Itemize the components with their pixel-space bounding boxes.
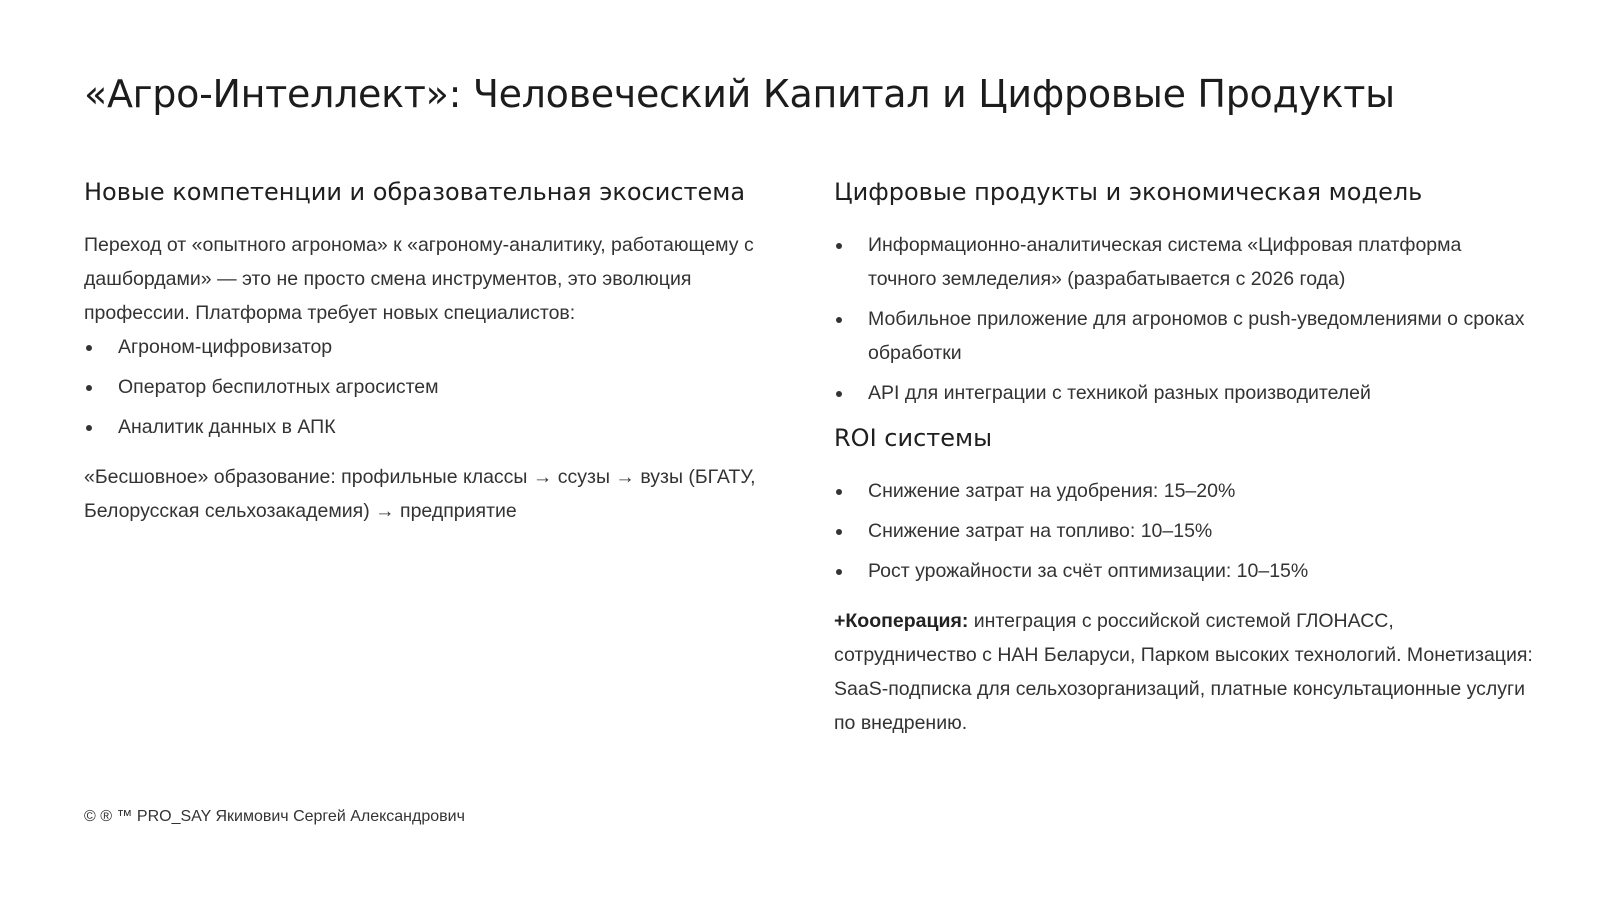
list-item-text: Информационно-аналитическая система «Цифровая платформа точного земледелия» (разрабатывается с 2026 года): [868, 234, 1462, 290]
list-item: [84, 330, 774, 364]
list-item: [84, 410, 774, 444]
products-heading: Цифровые продукты и экономическая модель: [834, 178, 1423, 206]
bullet-icon: [86, 385, 92, 391]
list-item: [834, 514, 1534, 548]
list-item: [834, 554, 1534, 588]
list-item: [834, 376, 1534, 410]
cooperation-label: +Кооперация:: [834, 610, 969, 632]
bullet-icon: [86, 425, 92, 431]
bullet-icon: [836, 529, 842, 535]
cooperation-text: интеграция с российской системой ГЛОНАСС, сотрудничество с НАН Беларуси, Парком высоких технологий. Монетизация: SaaS-подписка для сельхозорганизаций, платные консультационные услуги по внедрению.: [834, 610, 1533, 734]
education-paragraph: «Бесшовное» образование: профильные классы → ссузы → вузы (БГАТУ, Белорусская сельхозакадемия) → предприятие: [84, 466, 756, 522]
list-item-text: Агроном-цифровизатор: [118, 336, 333, 358]
bullet-icon: [836, 391, 842, 397]
competencies-heading: Новые компетенции и образовательная экосистема: [84, 178, 746, 206]
list-item-text: Оператор беспилотных агросистем: [118, 376, 439, 398]
list-item-text: Снижение затрат на удобрения: 15–20%: [868, 480, 1236, 502]
list-item-text: Мобильное приложение для агрономов с push-уведомлениями о сроках обработки: [868, 308, 1525, 364]
list-item-text: API для интеграции с техникой разных производителей: [868, 382, 1371, 404]
roi-heading: ROI системы: [834, 424, 993, 452]
list-item-text: Снижение затрат на топливо: 10–15%: [868, 520, 1213, 542]
slide-title: «Агро-Интеллект»: Человеческий Капитал и Цифровые Продукты: [84, 72, 1395, 116]
copyright-footer: © ® ™ PRO_SAY Якимович Сергей Александрович: [84, 808, 465, 825]
competencies-intro: Переход от «опытного агронома» к «агроному-аналитику, работающему с дашбордами» — это не просто смена инструментов, это эволюция профессии. Платформа требует новых специалистов:: [84, 234, 754, 324]
roi-list: [834, 474, 1534, 588]
bullet-icon: [836, 489, 842, 495]
bullet-icon: [836, 569, 842, 575]
list-item: [834, 302, 1534, 370]
list-item: [84, 370, 774, 404]
list-item-text: Аналитик данных в АПК: [118, 416, 336, 438]
list-item: [834, 228, 1534, 296]
bullet-icon: [836, 243, 842, 249]
bullet-icon: [86, 345, 92, 351]
list-item: [834, 474, 1534, 508]
products-list: [834, 228, 1534, 410]
specialists-list: [84, 330, 774, 444]
bullet-icon: [836, 317, 842, 323]
list-item-text: Рост урожайности за счёт оптимизации: 10–15%: [868, 560, 1309, 582]
right-column: [834, 176, 1534, 740]
cooperation-paragraph: [834, 604, 1534, 740]
left-column: [84, 176, 774, 528]
